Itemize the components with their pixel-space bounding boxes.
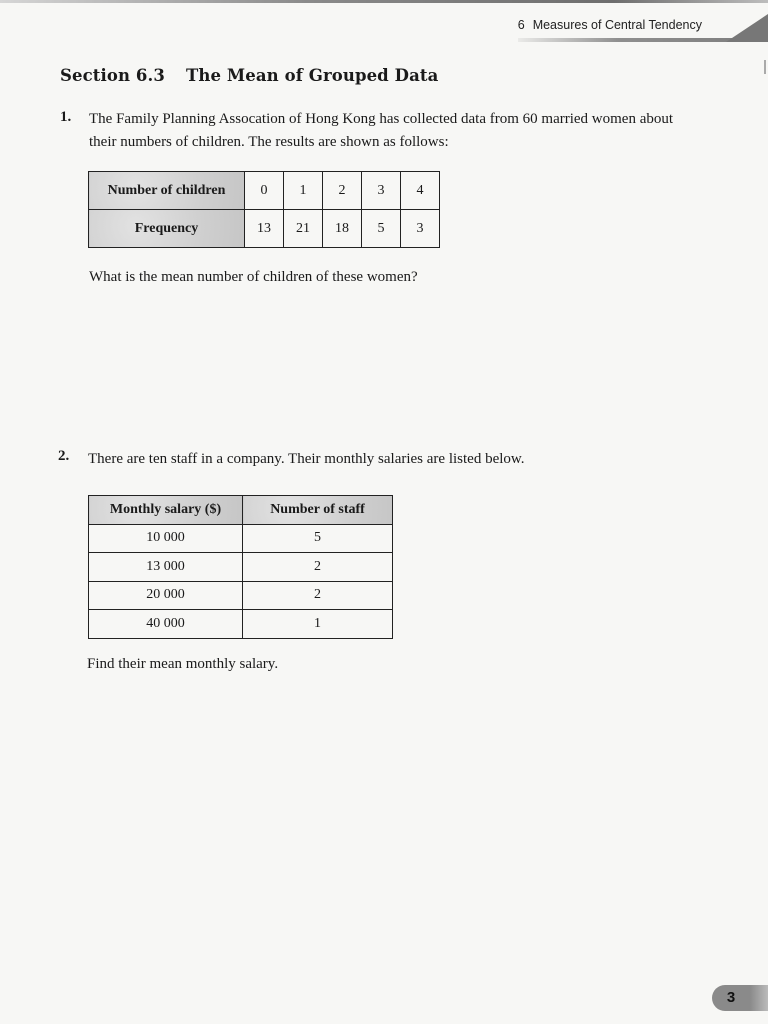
table-header-row	[89, 496, 393, 525]
table-cell: 3	[362, 172, 401, 210]
section-title	[60, 66, 438, 85]
children-frequency-table	[88, 171, 440, 248]
chapter-title: Measures of Central Tendency	[532, 18, 702, 32]
section-name: The Mean of Grouped Data	[186, 66, 439, 85]
table-cell: 13	[245, 210, 284, 248]
table-cell: 40 000	[89, 610, 243, 639]
table-cell: 1	[284, 172, 323, 210]
table-cell: 10 000	[89, 524, 243, 553]
table-cell: 5	[362, 210, 401, 248]
table-row	[89, 581, 393, 610]
table-cell: 21	[284, 210, 323, 248]
question-1-number: 1.	[60, 109, 72, 125]
table-row	[89, 553, 393, 582]
table-row	[89, 172, 440, 210]
chapter-header-tab	[726, 14, 768, 42]
column-header-staff: Number of staff	[243, 496, 393, 525]
page-number: 3	[712, 985, 750, 1011]
table-cell: 2	[243, 581, 393, 610]
table-cell: 4	[401, 172, 440, 210]
table-cell: 18	[323, 210, 362, 248]
top-rule	[0, 0, 768, 3]
column-header-salary: Monthly salary ($)	[89, 496, 243, 525]
table-cell: 5	[243, 524, 393, 553]
question-2-prompt: Find their mean monthly salary.	[87, 656, 279, 672]
question-2-number: 2.	[58, 448, 70, 464]
table-cell: 20 000	[89, 581, 243, 610]
question-1-intro	[89, 108, 729, 154]
table-cell: 2	[323, 172, 362, 210]
question-2-intro: There are ten staff in a company. Their monthly salaries are listed below.	[88, 451, 525, 467]
table-cell: 2	[243, 553, 393, 582]
table-row	[89, 610, 393, 639]
table-cell: 3	[401, 210, 440, 248]
question-1-intro-line2: their numbers of children. The results are shown as follows:	[89, 134, 449, 150]
row-header-children: Number of children	[89, 172, 245, 210]
table-row	[89, 524, 393, 553]
salary-table	[88, 495, 393, 639]
chapter-header	[248, 14, 768, 44]
table-cell: 0	[245, 172, 284, 210]
chapter-number: 6	[517, 18, 525, 32]
chapter-label	[518, 18, 702, 32]
question-1-prompt: What is the mean number of children of these women?	[89, 269, 418, 285]
page-number-tail	[750, 985, 768, 1011]
table-row	[89, 210, 440, 248]
row-header-frequency: Frequency	[89, 210, 245, 248]
margin-mark	[764, 60, 766, 74]
table-cell: 13 000	[89, 553, 243, 582]
section-number: Section 6.3	[60, 66, 165, 85]
table-cell: 1	[243, 610, 393, 639]
question-1-intro-line1: The Family Planning Assocation of Hong Kong has collected data from 60 married women about	[89, 111, 674, 127]
